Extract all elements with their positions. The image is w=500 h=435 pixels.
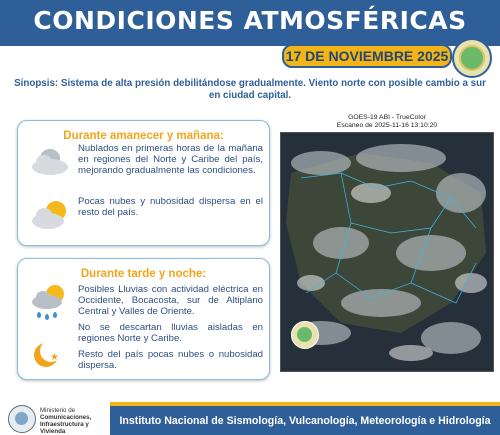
morning-heading: Durante amanecer y mañana: (63, 130, 224, 142)
afternoon-forecast-panel (17, 258, 270, 380)
ministry-line-4: Vivienda (40, 428, 66, 435)
partly-cloudy-icon (30, 199, 70, 235)
insivumeh-logo-icon (452, 38, 492, 78)
header-bar (0, 0, 500, 46)
rain-sun-icon (28, 285, 68, 321)
synopsis-line-1: Sinopsis: Sistema de alta presión debilitándose gradualmente. Viento norte con posible cambio a sur (14, 78, 486, 89)
satellite-logo-icon (291, 321, 319, 349)
ministry-line-3: Infraestructura y (40, 421, 89, 428)
morning-item-2: Pocas nubes y nubosidad dispersa en el resto del país. (78, 196, 263, 219)
moon-star-icon: ★ (28, 339, 68, 375)
morning-item-1: Nublados en primeras horas de la mañana en regiones del Norte y Caribe del país, mejorando gradualmente las condiciones. (78, 143, 263, 177)
ministry-line-2: Comunicaciones, (40, 414, 92, 421)
satellite-caption-line-2: Escaneo de 2025-11-16 13:10:20 (336, 122, 438, 129)
date-badge: 17 DE NOVIEMBRE 2025 (282, 44, 452, 68)
guatemala-seal-icon (8, 405, 36, 433)
afternoon-item-1: Posibles Lluvias con actividad eléctrica en Occidente, Bocacosta, sur de Altiplano Central y Valles de Oriente. (78, 284, 263, 318)
afternoon-heading: Durante tarde y noche: (80, 268, 207, 280)
ministry-block (0, 402, 110, 435)
synopsis-line-2: en ciudad capital. (208, 90, 292, 101)
cloudy-icon (30, 145, 70, 181)
ministry-name (40, 407, 91, 435)
afternoon-item-3: Resto del país pocas nubes o nubosidad dispersa. (78, 349, 263, 372)
morning-forecast-panel (17, 120, 270, 246)
afternoon-item-2: No se descartan lluvias aisladas en regiones Norte y Caribe. (78, 322, 263, 345)
ministry-line-1: Ministerio de (40, 407, 76, 414)
page-title: CONDICIONES ATMOSFÉRICAS (33, 6, 467, 35)
synopsis-text (10, 78, 490, 102)
satellite-caption-line-1: GOES-19 ABI - TrueColor (348, 114, 426, 121)
institute-name: Instituto Nacional de Sismología, Vulcanología, Meteorología e Hidrología (119, 415, 491, 427)
satellite-caption (280, 114, 494, 130)
